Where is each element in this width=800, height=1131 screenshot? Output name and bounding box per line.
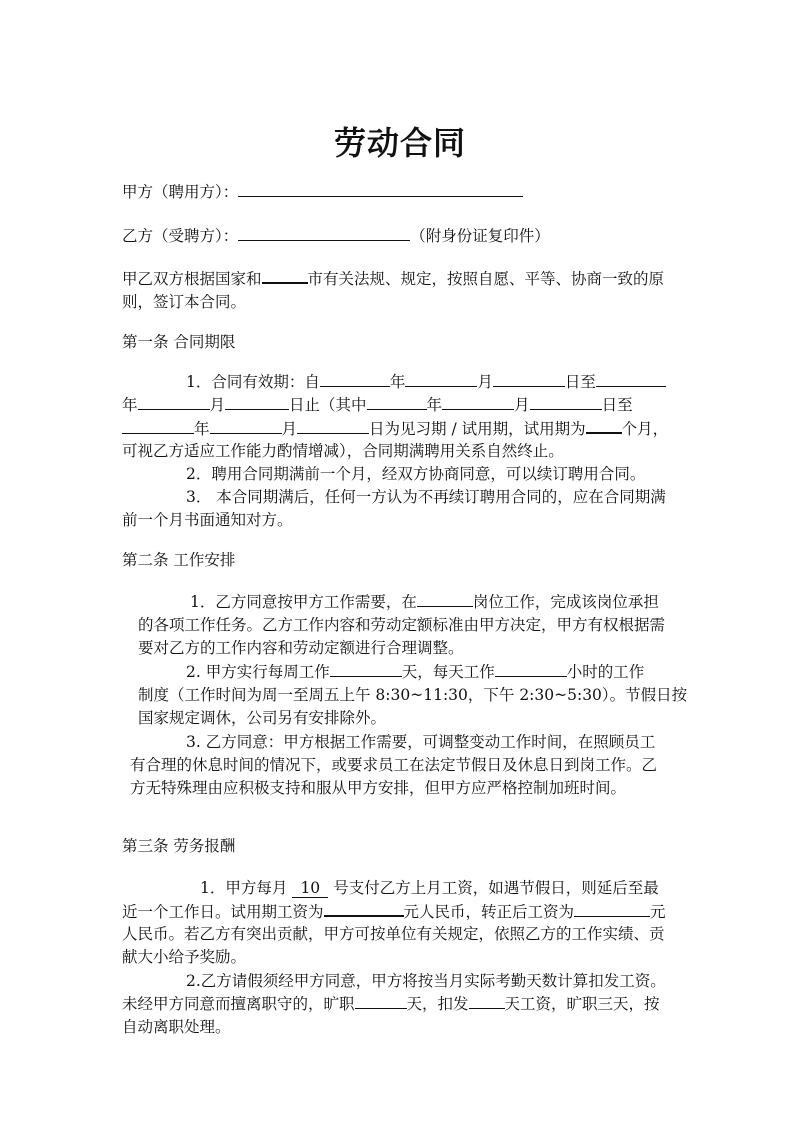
document-title: 劳动合同 bbox=[333, 124, 466, 162]
preamble-line-2 bbox=[122, 290, 246, 314]
art1-p2: 2．聘用合同期满前一个月，经双方协商同意，可以续订聘用合同。 bbox=[186, 465, 646, 483]
art1-text: 年 bbox=[426, 396, 443, 414]
art1-text: 个月， bbox=[621, 420, 669, 438]
art1-text: 月 bbox=[514, 396, 530, 414]
art3-text: 元 bbox=[650, 903, 666, 921]
deduct-days-blank[interactable] bbox=[469, 992, 505, 1009]
art2-p1-line3: 要对乙方的工作内容和劳动定额进行合理调整。 bbox=[138, 639, 464, 657]
art1-text: 年 bbox=[122, 396, 138, 414]
preamble-text: 市有关法规、规定，按照自愿、平等、协商一致的原 bbox=[307, 270, 665, 288]
pay-day-value[interactable]: 10 bbox=[292, 879, 328, 898]
art3-p1-line2 bbox=[122, 899, 666, 924]
art2-text: 1．乙方同意按甲方工作需要，在 bbox=[190, 593, 417, 611]
art1-text: 1．合同有效期：自 bbox=[186, 373, 320, 391]
art3-text: 近一个工作日。试用期工资为 bbox=[122, 903, 324, 921]
art1-text: 日至 bbox=[564, 373, 596, 391]
probation-salary-blank[interactable] bbox=[324, 899, 404, 917]
art3-p1-line3: 人民币。若乙方有突出贡献，甲方可按单位有关规定，依照乙方的工作实绩、贡 bbox=[122, 925, 665, 943]
art1-p1-line3 bbox=[122, 416, 668, 441]
art3-p1-line1 bbox=[200, 876, 659, 900]
preamble-line-1 bbox=[122, 266, 664, 291]
art3-text: 号支付乙方上月工资，如遇节假日，则延后至最 bbox=[333, 879, 659, 897]
art2-text: 天，每天工作 bbox=[401, 663, 495, 681]
art2-text: 小时的工作 bbox=[566, 663, 645, 681]
end-day-blank[interactable] bbox=[225, 393, 289, 410]
art1-p1-line4: 可视乙方适应工作能力酌情增减），合同期满聘用关系自然终止。 bbox=[122, 442, 564, 460]
end-month-blank[interactable] bbox=[138, 393, 210, 410]
art2-p2-line1 bbox=[186, 660, 644, 684]
art2-p3-line2: 有合理的休息时间的情况下，或要求员工在法定节假日及休息日到岗工作。乙 bbox=[130, 756, 658, 774]
art3-text: 天，扣发 bbox=[406, 995, 469, 1013]
hours-per-day-blank[interactable] bbox=[495, 660, 567, 677]
probation-end-day-blank[interactable] bbox=[297, 417, 369, 434]
probation-months-blank[interactable] bbox=[586, 416, 622, 434]
probation-end-month-blank[interactable] bbox=[210, 417, 282, 434]
party-b-label: 乙方（受聘方）： bbox=[122, 227, 239, 245]
party-a-label: 甲方（聘用方）： bbox=[122, 183, 239, 201]
art3-text: 未经甲方同意而擅离职守的，旷职 bbox=[122, 995, 355, 1013]
article-2-heading: 第二条 工作安排 bbox=[122, 551, 236, 569]
art1-text: 年 bbox=[389, 373, 406, 391]
art3-p2-line3: 自动离职处理。 bbox=[122, 1018, 231, 1036]
probation-start-day-blank[interactable] bbox=[530, 393, 602, 410]
party-a-line bbox=[122, 180, 523, 204]
end-year-blank[interactable] bbox=[596, 370, 666, 387]
art1-p3-line1: 3． 本合同期满后，任何一方认为不再续订聘用合同的，应在合同期满 bbox=[186, 488, 666, 506]
art3-text: 天工资，旷职三天，按 bbox=[504, 995, 660, 1013]
art2-p3-line1: 3. 乙方同意：甲方根据工作需要，可调整变动工作时间，在照顾员工 bbox=[186, 733, 656, 751]
start-month-blank[interactable] bbox=[405, 370, 477, 387]
article-1-heading: 第一条 合同期限 bbox=[122, 333, 236, 351]
art1-p1-line1 bbox=[186, 370, 666, 394]
art2-text: 岗位工作，完成该岗位承担 bbox=[472, 593, 659, 611]
art1-text: 日止（其中 bbox=[289, 396, 367, 414]
art3-p1-line4: 献大小给予奖励。 bbox=[122, 948, 247, 966]
art1-p3-line2: 前一个月书面通知对方。 bbox=[122, 511, 293, 529]
art1-text: 日至 bbox=[601, 396, 633, 414]
art2-text: 2. 甲方实行每周工作 bbox=[186, 663, 330, 681]
regular-salary-blank[interactable] bbox=[574, 900, 650, 917]
party-b-line bbox=[122, 224, 550, 248]
art1-text: 年 bbox=[194, 420, 210, 438]
days-per-week-blank[interactable] bbox=[330, 660, 402, 677]
art3-text: 元人民币，转正后工资为 bbox=[403, 903, 575, 921]
art3-p2-line1: 2.乙方请假须经甲方同意，甲方将按当月实际考勤天数计算扣发工资。 bbox=[186, 972, 666, 990]
art3-p2-line2 bbox=[122, 992, 660, 1016]
art3-text: 1．甲方每月 bbox=[200, 879, 288, 897]
party-b-note: （附身份证复印件） bbox=[410, 227, 550, 245]
party-a-blank[interactable] bbox=[238, 180, 523, 197]
art1-text: 日为见习期 / 试用期，试用期为 bbox=[369, 420, 586, 438]
party-b-blank[interactable] bbox=[238, 224, 410, 241]
probation-start-month-blank[interactable] bbox=[442, 393, 514, 410]
art2-p3-line3: 方无特殊理由应积极支持和服从甲方安排，但甲方应严格控制加班时间。 bbox=[130, 779, 627, 797]
article-3-heading: 第三条 劳务报酬 bbox=[122, 837, 236, 855]
probation-end-year-blank[interactable] bbox=[122, 417, 194, 434]
art2-p2-line3: 国家规定调休，公司另有安排除外。 bbox=[138, 709, 387, 727]
city-blank[interactable] bbox=[262, 266, 308, 284]
art2-p1-line2: 的各项工作任务。乙方工作内容和劳动定额标准由甲方决定，甲方有权根据需 bbox=[138, 616, 666, 634]
art1-text: 月 bbox=[209, 396, 226, 414]
preamble-text: 则，签订本合同。 bbox=[122, 293, 247, 311]
position-blank[interactable] bbox=[417, 590, 473, 607]
art1-p1-line2 bbox=[122, 393, 633, 417]
art1-text: 月 bbox=[281, 420, 298, 438]
start-year-blank[interactable] bbox=[320, 370, 390, 387]
art1-text: 月 bbox=[477, 373, 493, 391]
preamble-text: 甲乙双方根据国家和 bbox=[122, 270, 262, 288]
art2-p2-line2: 制度（工作时间为周一至周五上午 8:30~11:30，下午 2:30~5:30）。节假日按 bbox=[138, 686, 688, 704]
art2-p1-line1 bbox=[190, 590, 659, 614]
absence-days-blank[interactable] bbox=[355, 992, 407, 1009]
start-day-blank[interactable] bbox=[493, 370, 565, 387]
probation-start-year-blank[interactable] bbox=[367, 393, 427, 410]
